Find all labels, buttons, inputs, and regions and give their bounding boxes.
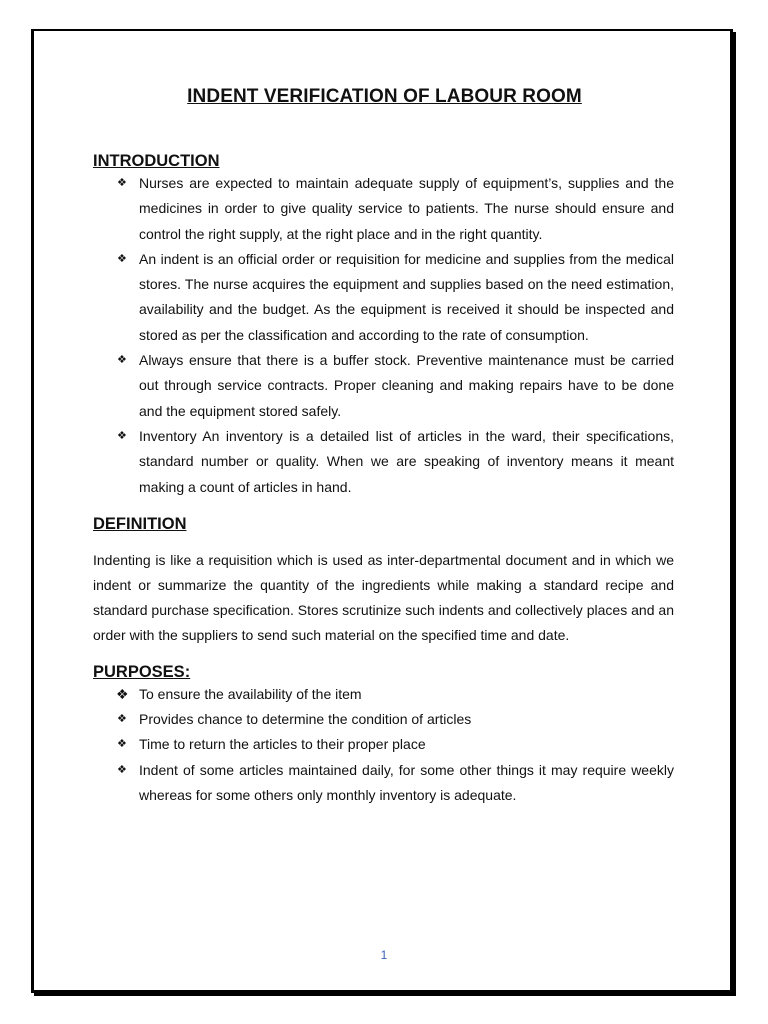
list-item: [93, 247, 674, 348]
list-item: [93, 732, 674, 757]
introduction-heading: INTRODUCTION: [93, 152, 220, 170]
list-item-text: To ensure the availability of the item: [139, 685, 362, 702]
list-item-text: Indent of some articles maintained daily, for some other things it may require weekly whereas for some others only monthly inventory is adequate.: [139, 761, 674, 804]
diamond-bullet-icon: ❖: [117, 177, 127, 189]
diamond-bullet-icon: ❖: [116, 685, 129, 702]
definition-paragraph: Indenting is like a requisition which is used as inter-departmental document and in which we indent or summarize the quantity of the ingredients while making a standard recipe and standard purchase specification. Stores scrutinize such indents and collectively places and an order with the suppliers to send such material on the specified time and date.: [93, 551, 674, 643]
document-body: [93, 86, 674, 808]
list-item-text: Provides chance to determine the condition of articles: [139, 711, 472, 728]
list-item-text: An indent is an official order or requisition for medicine and supplies from the medical stores. The nurse acquires the equipment and supplies based on the need estimation, availability and the budget. As the equipment is received it should be inspected and stored as per the classification and according to the rate of consumption.: [139, 250, 674, 343]
list-item: [93, 707, 674, 732]
diamond-bullet-icon: ❖: [117, 713, 127, 726]
list-item-text: Always ensure that there is a buffer stock. Preventive maintenance must be carried out through service contracts. Proper cleaning and making repairs have to be done and the equipment stored safely.: [139, 352, 674, 419]
list-item: [93, 758, 674, 809]
page-number: 1: [380, 948, 388, 962]
diamond-bullet-icon: ❖: [117, 354, 127, 367]
list-item-text: Time to return the articles to their proper place: [139, 736, 426, 753]
list-item-text: Inventory An inventory is a detailed list of articles in the ward, their specifications, standard number or quality. When we are speaking of inventory means it meant making a count of articles in hand.: [139, 427, 674, 495]
list-item-text: Nurses are expected to maintain adequate supply of equipment’s, supplies and the medicines in order to give quality service to patients. The nurse should ensure and control the right supply, at the right place and in the right quantity.: [139, 175, 674, 242]
introduction-list: [93, 171, 674, 500]
purposes-heading: PURPOSES:: [93, 662, 191, 681]
diamond-bullet-icon: ❖: [117, 429, 127, 442]
list-item: [93, 682, 674, 707]
document-title: INDENT VERIFICATION OF LABOUR ROOM: [187, 86, 582, 107]
diamond-bullet-icon: ❖: [117, 738, 127, 751]
list-item: [93, 348, 674, 424]
list-item: [93, 424, 674, 500]
diamond-bullet-icon: ❖: [117, 252, 127, 265]
list-item: [93, 171, 674, 247]
purposes-list: [93, 682, 674, 808]
diamond-bullet-icon: ❖: [117, 763, 127, 776]
definition-heading: DEFINITION: [93, 514, 187, 533]
